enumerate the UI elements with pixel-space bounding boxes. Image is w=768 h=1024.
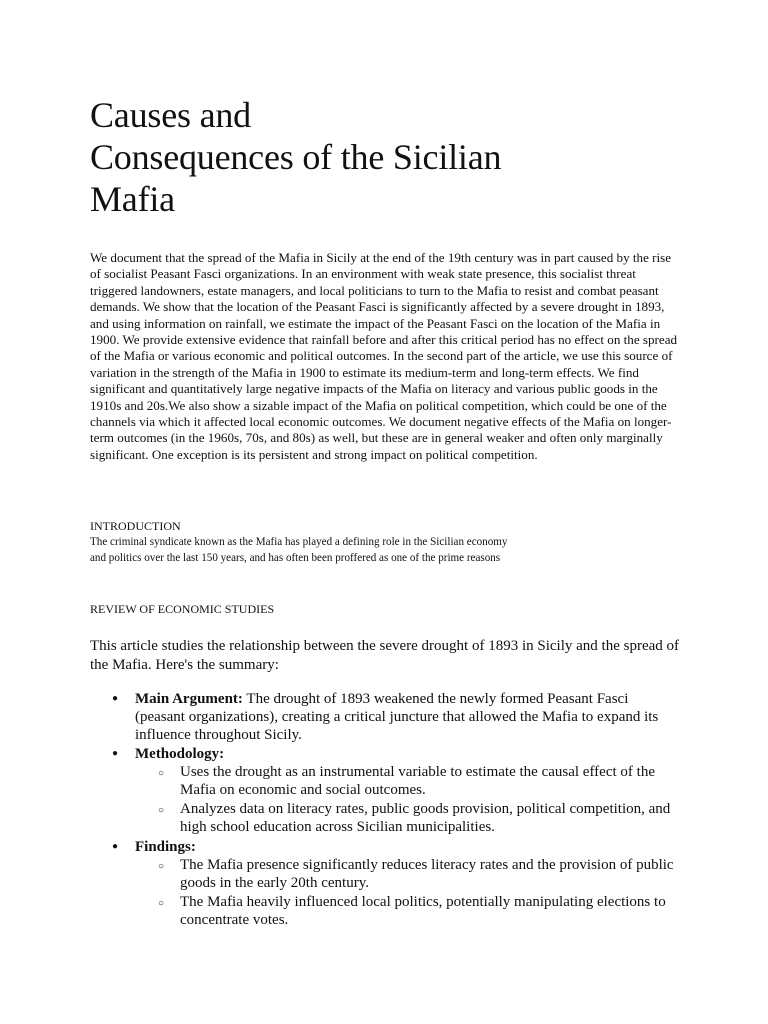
circle-bullet-icon: ○ <box>158 860 165 872</box>
findings-item-text: The Mafia presence significantly reduces literacy rates and the provision of public goods in the early 20th century. <box>180 856 674 892</box>
introduction-text <box>90 535 680 566</box>
list-item-main-argument <box>112 690 680 745</box>
list-item <box>158 856 680 893</box>
bullet-icon: ● <box>112 693 119 704</box>
introduction-line: The criminal syndicate known as the Mafia has played a defining role in the Sicilian economy <box>90 536 508 548</box>
circle-bullet-icon: ○ <box>158 805 165 817</box>
methodology-sublist <box>135 763 680 838</box>
abstract-paragraph: We document that the spread of the Mafia in Sicily at the end of the 19th century was in part caused by the rise of socialist Peasant Fasci organizations. In an environment with weak state presence, this socialist threat triggered landowners, estate managers, and local politicians to turn to the Mafia to resist and combat peasant demands. We show that the location of the Peasant Fasci is significantly affected by a severe drought in 1893, and using information on rainfall, we estimate the impact of the Peasant Fasci on the location of the Mafia in 1900. We provide extensive evidence that rainfall before and after this critical period has no effect on the spread of the Mafia or various economic and political outcomes. In the second part of the article, we use this source of variation in the strength of the Mafia in 1900 to estimate its medium-term and long-term effects. We find significant and quantitatively large negative impacts of the Mafia on literacy and various public goods in the 1910s and 20s.We also show a sizable impact of the Mafia on political competition, which could be one of the channels via which it affected local economic outcomes. We document negative effects of the Mafia on longer-term outcomes (in the 1960s, 70s, and 80s) as well, but these are in general weaker and often only marginally significant. One exception is its persistent and strong impact on political competition. <box>90 250 678 462</box>
circle-bullet-icon: ○ <box>158 898 165 910</box>
circle-bullet-icon: ○ <box>158 767 165 779</box>
list-item <box>158 800 680 837</box>
document-title <box>90 94 610 220</box>
title-line: Causes and <box>90 95 251 135</box>
introduction-line: and politics over the last 150 years, and has often been proffered as one of the prime reasons <box>90 551 501 564</box>
list-item <box>158 763 680 800</box>
methodology-item-text: Uses the drought as an instrumental variable to estimate the causal effect of the Mafia on economic and social outcomes. <box>180 763 655 799</box>
title-line: Consequences of the Sicilian <box>90 137 502 177</box>
review-heading: REVIEW OF ECONOMIC STUDIES <box>90 602 275 616</box>
methodology-label: Methodology: <box>135 745 225 762</box>
main-argument-label: Main Argument: <box>135 691 243 707</box>
findings-label: Findings: <box>135 838 196 855</box>
summary-intro: This article studies the relationship between the severe drought of 1893 in Sicily and the spread of the Mafia. Here's the summary: <box>90 638 680 673</box>
title-line: Mafia <box>90 179 175 219</box>
list-item-methodology <box>112 745 680 838</box>
main-argument-text: The drought of 1893 weakened the newly formed Peasant Fasci (peasant organizations), creating a critical juncture that allowed the Mafia to expand its influence throughout Sicily. <box>135 691 659 744</box>
bullet-icon: ● <box>112 747 119 759</box>
methodology-item-text: Analyzes data on literacy rates, public goods provision, political competition, and high school education across Sicilian municipalities. <box>180 801 671 836</box>
list-item-findings <box>112 838 680 931</box>
findings-sublist <box>135 856 680 931</box>
bullet-icon: ● <box>112 840 119 852</box>
introduction-heading: INTRODUCTION <box>90 519 181 533</box>
list-item <box>158 893 680 930</box>
summary-list <box>112 690 680 931</box>
findings-item-text: The Mafia heavily influenced local politics, potentially manipulating elections to concentrate votes. <box>180 894 666 929</box>
